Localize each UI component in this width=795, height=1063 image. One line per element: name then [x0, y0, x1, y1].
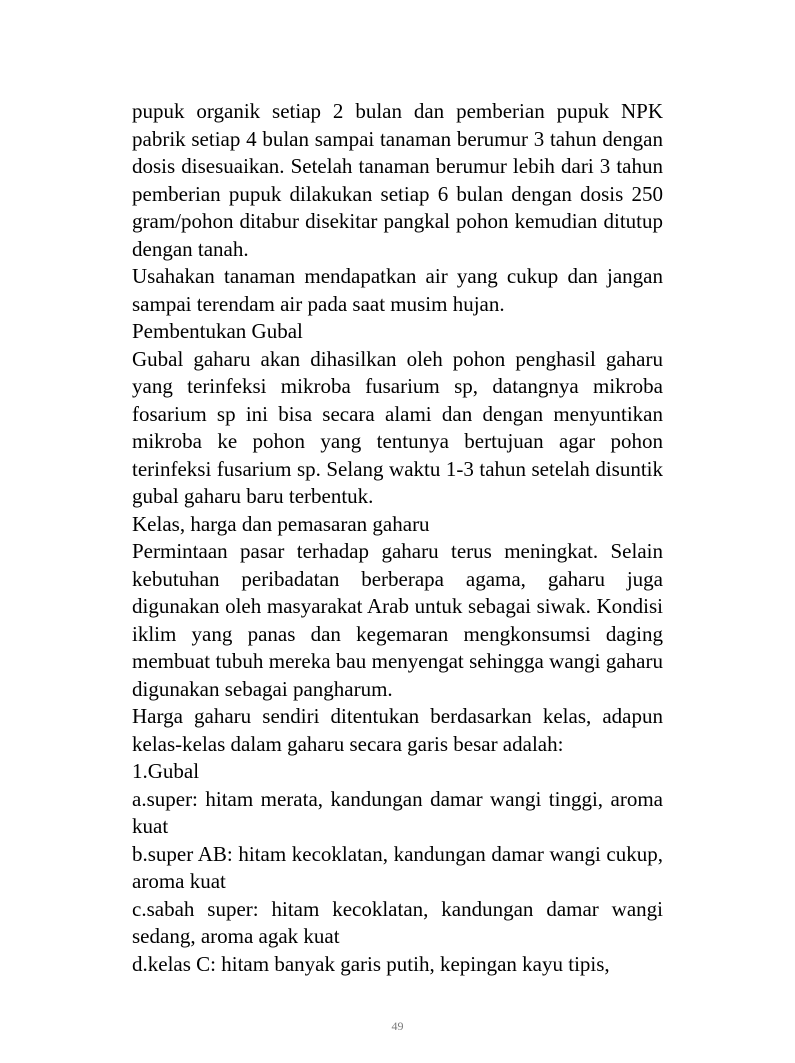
paragraph-fertilizer: pupuk organik setiap 2 bulan dan pemberian pupuk NPK pabrik setiap 4 bulan sampai tanaman berumur 3 tahun dengan dosis disesuaikan. Setelah tanaman berumur lebih dari 3 tahun pemberian pupuk dilakukan setiap 6 bulan dengan dosis 250 gram/pohon ditabur disekitar pangkal pohon kemudian ditutup dengan tanah.: [132, 99, 663, 261]
list-heading-gubal: 1.Gubal: [132, 759, 200, 783]
page-number: 49: [391, 1019, 404, 1033]
list-item-sabah-super: c.sabah super: hitam kecoklatan, kandungan damar wangi sedang, aroma agak kuat: [132, 896, 663, 948]
heading-class-price-marketing: Kelas, harga dan pemasaran gaharu: [132, 511, 430, 536]
list-item-super-ab: b.super AB: hitam kecoklatan, kandungan damar wangi cukup, aroma kuat: [132, 841, 663, 893]
paragraph-watering: Usahakan tanaman mendapatkan air yang cukup dan jangan sampai terendam air pada saat musim hujan.: [132, 264, 663, 316]
paragraph-gubal-formation: Gubal gaharu akan dihasilkan oleh pohon penghasil gaharu yang terinfeksi mikroba fusarium sp, datangnya mikroba fosarium sp ini bisa secara alami dan dengan menyuntikan mikroba ke pohon yang tentunya bertujuan agar pohon terinfeksi fusarium sp. Selang waktu 1-3 tahun setelah disuntik gubal gaharu baru terbentuk.: [132, 346, 663, 508]
paragraph-price-classes: Harga gaharu sendiri ditentukan berdasarkan kelas, adapun kelas-kelas dalam gaharu secara garis besar adalah:: [132, 704, 663, 756]
list-item-kelas-c: d.kelas C: hitam banyak garis putih, kepingan kayu tipis,: [132, 951, 610, 976]
list-item-super: a.super: hitam merata, kandungan damar wangi tinggi, aroma kuat: [132, 786, 663, 838]
body-text: [132, 98, 663, 978]
heading-gubal-formation: Pembentukan Gubal: [132, 319, 303, 343]
paragraph-market-demand: Permintaan pasar terhadap gaharu terus meningkat. Selain kebutuhan peribadatan berberapa agama, gaharu juga digunakan oleh masyarakat Arab untuk sebagai siwak. Kondisi iklim yang panas dan kegemaran mengkonsumsi daging membuat tubuh mereka bau menyengat sehingga wangi gaharu digunakan sebagai pangharum.: [132, 539, 663, 701]
